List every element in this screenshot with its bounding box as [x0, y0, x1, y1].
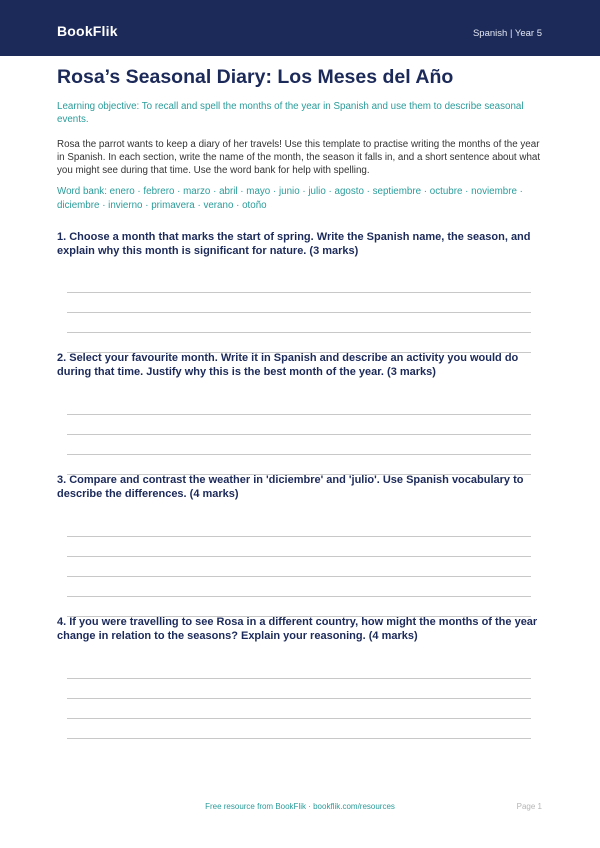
answer-line[interactable] — [67, 536, 531, 537]
learning-objective: Learning objective: To recall and spell the months of the year in Spanish and use them to describe seasonal events. — [57, 101, 524, 125]
answer-line[interactable] — [67, 576, 531, 577]
answer-line[interactable] — [67, 718, 531, 719]
brand-logo-text[interactable]: BookFlik — [57, 23, 118, 39]
answer-line[interactable] — [67, 698, 531, 699]
answer-line[interactable] — [67, 414, 531, 415]
intro-paragraph: Rosa the parrot wants to keep a diary of her travels! Use this template to practise writing the months of the year in Spanish. In each section, write the name of the month, the season it falls in, and a short sentence about what you might see during that time. Use the word bank for help with spelling. — [57, 139, 541, 176]
page-number: Page 1 — [516, 802, 542, 811]
header-bar — [0, 0, 600, 56]
question-2: 2. Select your favourite month. Write it in Spanish and describe an activity you would do during that time. Justify why this is the best month of the year. (3 marks) — [57, 352, 519, 378]
answer-line[interactable] — [67, 292, 531, 293]
word-bank: Word bank: enero · febrero · marzo · abril · mayo · junio · julio · agosto · septiembre · octubre · noviembre · diciembre · invierno · primavera · verano · otoño — [57, 186, 523, 211]
question-1: 1. Choose a month that marks the start of spring. Write the Spanish name, the season, and explain why this month is significant for nature. (3 marks) — [57, 231, 531, 257]
question-4: 4. If you were travelling to see Rosa in a different country, how might the months of the year change in relation to the seasons? Explain your reasoning. (4 marks) — [57, 616, 538, 642]
answer-line[interactable] — [67, 332, 531, 333]
answer-line[interactable] — [67, 454, 531, 455]
answer-line[interactable] — [67, 312, 531, 313]
question-3: 3. Compare and contrast the weather in 'diciembre' and 'julio'. Use Spanish vocabulary to describe the differences. (4 marks) — [57, 474, 524, 500]
page-title: Rosa’s Seasonal Diary: Los Meses del Año — [57, 66, 454, 88]
subject-year-label: Spanish | Year 5 — [472, 28, 542, 39]
answer-line[interactable] — [67, 738, 531, 739]
footer-link[interactable]: Free resource from BookFlik · bookflik.com/resources — [205, 802, 395, 811]
answer-line[interactable] — [67, 556, 531, 557]
answer-line[interactable] — [67, 434, 531, 435]
answer-line[interactable] — [67, 596, 531, 597]
answer-line[interactable] — [67, 678, 531, 679]
